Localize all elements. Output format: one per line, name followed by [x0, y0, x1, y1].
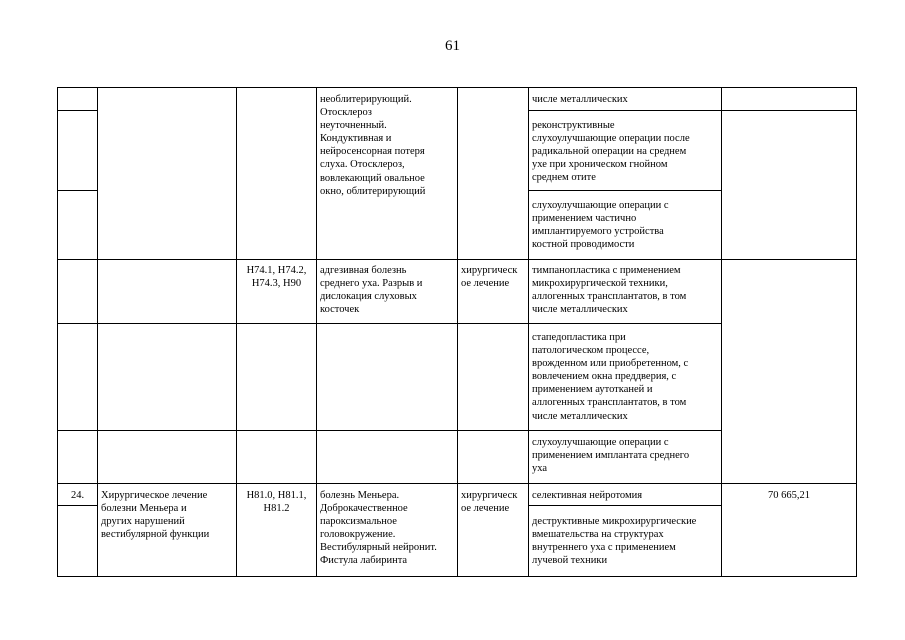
r3-type-cell: хирургическ ое лечение — [461, 490, 518, 515]
row-divider — [57, 430, 721, 431]
r1-method-c-cell: слухоулучшающие операции с применением частично имплантируемого устройства костной проводимости — [532, 200, 669, 251]
r2-method-b-cell: стапедопластика при патологическом процессе, врожденном или приобретенном, с вовлечением окна преддверия, с применением аутотканей и аллогенных трансплантатов, в том числе металлических — [532, 332, 689, 422]
col-divider — [457, 87, 458, 577]
r2-type-cell: хирургическ ое лечение — [461, 265, 518, 290]
row-divider — [57, 110, 97, 111]
r3-codes-cell: H81.0, H81.1, H81.2 — [246, 490, 307, 515]
medical-procedures-table — [57, 87, 857, 577]
row-divider — [57, 505, 97, 506]
table-border-bottom — [57, 576, 857, 577]
row-divider — [528, 505, 721, 506]
r3-name-cell: Хирургическое лечение болезни Меньера и других нарушений вестибулярной функции — [101, 490, 210, 541]
table-border-right — [856, 87, 857, 577]
r3-method-b-cell: деструктивные микрохирургические вмешательства на структурах внутреннего уха с применением лучевой техники — [532, 516, 697, 567]
r1-method-b-cell: реконструктивные слухоулучшающие операции после радикальной операции на среднем ухе при хроническом гнойном среднем отите — [532, 120, 690, 184]
row-divider — [528, 110, 857, 111]
col-divider — [721, 87, 722, 577]
r2-codes-cell: H74.1, H74.2, H74.3, H90 — [246, 265, 307, 290]
r2-disease-cell: адгезивная болезнь среднего уха. Разрыв и дислокация слуховых косточек — [320, 265, 423, 316]
r3-disease-cell: болезнь Меньера. Доброкачественное пароксизмальное головокружение. Вестибулярный нейронит. Фистула лабиринта — [320, 490, 437, 567]
col-divider — [97, 87, 98, 577]
page-number: 61 — [445, 38, 460, 54]
r3-method-a-cell: селективная нейротомия — [532, 490, 643, 501]
row-divider — [57, 323, 721, 324]
r1-disease-cell: необлитерирующий. Отосклероз неуточненный. Кондуктивная и нейросенсорная потеря слуха. Отосклероз, вовлекающий овальное окно, облитерирующий — [320, 94, 426, 197]
r2-method-c-cell: слухоулучшающие операции с применением имплантата среднего уха — [532, 437, 690, 475]
table-border-top — [57, 87, 857, 88]
col-divider — [528, 87, 529, 577]
r1-method-a-cell: числе металлических — [532, 94, 628, 105]
col-divider — [236, 87, 237, 577]
row-divider — [528, 190, 721, 191]
row-divider — [57, 483, 857, 484]
r2-method-a-cell: тимпанопластика с применением микрохирургической техники, аллогенных трансплантатов, в том числе металлических — [532, 265, 687, 316]
r3-number-cell: 24. — [71, 490, 85, 501]
r3-cost-cell: 70 665,21 — [768, 490, 810, 501]
table-border-left — [57, 87, 58, 577]
row-divider — [57, 259, 857, 260]
col-divider — [316, 87, 317, 577]
row-divider — [57, 190, 97, 191]
